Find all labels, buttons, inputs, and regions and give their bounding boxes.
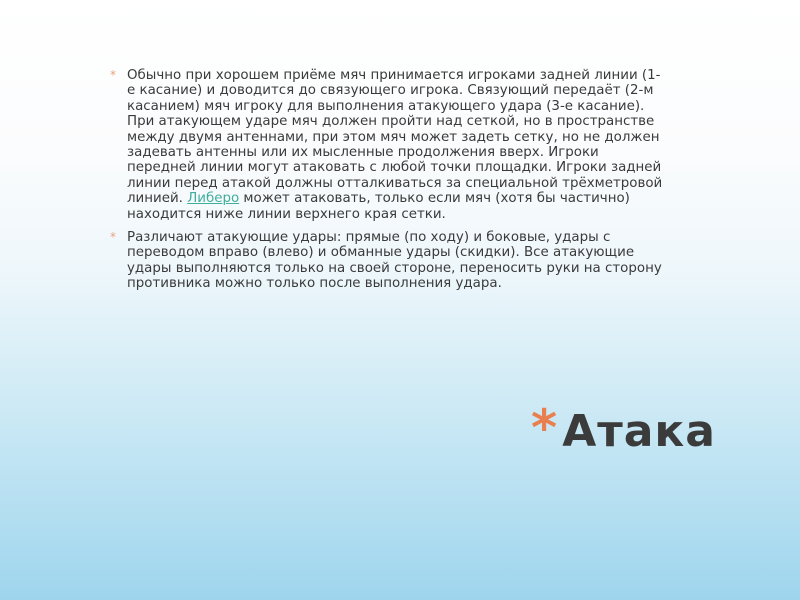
libero-link[interactable]: Либеро bbox=[187, 191, 240, 207]
slide-title bbox=[531, 399, 716, 462]
bullet-marker: * bbox=[110, 230, 116, 245]
bullet-marker: * bbox=[110, 68, 116, 82]
bullet-attack-types bbox=[110, 230, 665, 292]
bullet-text-part2: может атаковать, только если мяч (хотя бы частично) находится ниже линии верхнего края сетки. bbox=[127, 191, 630, 222]
title-asterisk-icon: * bbox=[531, 399, 559, 457]
slide-body bbox=[110, 68, 665, 300]
bullet-text-part1: Обычно при хорошем приёме мяч принимается игроками задней линии (1-е касание) и доводится до связующего игрока. Связующий передаёт (2-м касанием) мяч игроку для выполнения атакующего удара (3-е касание). При атакующем ударе мяч должен пройти над сеткой, но в пространстве между двумя антеннами, при этом мяч может задеть сетку, но не должен задевать антенны или их мысленные продолжения вверх. Игроки передней линии могут атаковать с любой точки площадки. Игроки задней линии перед атакой должны отталкиваться за специальной трёхметровой линией. bbox=[127, 68, 663, 207]
slide-title-text: Атака bbox=[562, 406, 716, 457]
bullet-attack-rules bbox=[110, 68, 665, 222]
bullet-text: Различают атакующие удары: прямые (по ходу) и боковые, удары с переводом вправо (влево) и обманные удары (скидки). Все атакующие удары выполняются только на своей стороне, переносить руки на сторону противника можно только после выполнения удара. bbox=[127, 230, 662, 292]
